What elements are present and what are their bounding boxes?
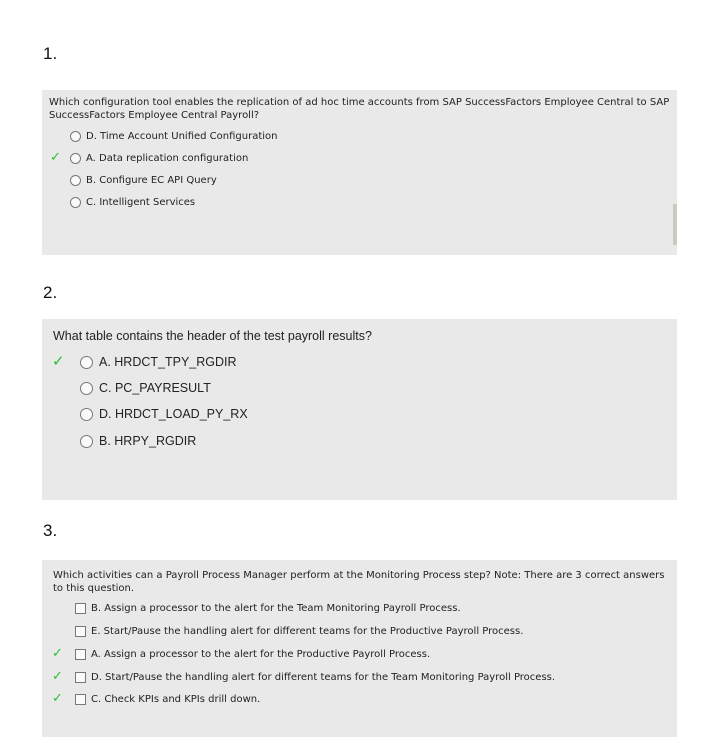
checkbox[interactable]: [75, 626, 86, 637]
checkbox[interactable]: [75, 649, 86, 660]
option-label: A. Data replication configuration: [86, 153, 249, 164]
checkbox[interactable]: [75, 603, 86, 614]
question-1-option-d[interactable]: [70, 131, 278, 142]
correct-check-icon: ✓: [50, 150, 61, 165]
question-3-option-e[interactable]: [75, 626, 523, 637]
option-label: C. Intelligent Services: [86, 197, 196, 208]
question-3-number: 3.: [43, 521, 58, 540]
option-label: E. Start/Pause the handling alert for different teams for the Productive Payroll Process.: [91, 626, 524, 637]
question-2-option-a[interactable]: [80, 355, 237, 369]
question-2-option-b[interactable]: [80, 434, 196, 448]
question-3-option-c[interactable]: [75, 694, 260, 705]
question-1-option-a[interactable]: [70, 153, 248, 164]
option-label: C. Check KPIs and KPIs drill down.: [91, 694, 261, 705]
option-label: D. HRDCT_LOAD_PY_RX: [99, 407, 248, 421]
question-2-panel: [42, 319, 677, 500]
question-2-text: What table contains the header of the test payroll results?: [53, 329, 372, 343]
question-1-option-b[interactable]: [70, 175, 217, 186]
radio-button[interactable]: [80, 408, 93, 421]
radio-button[interactable]: [80, 382, 93, 395]
question-3-option-b[interactable]: [75, 603, 461, 614]
question-3-text: Which activities can a Payroll Process Manager perform at the Monitoring Process step? Note: There are 3 correct answers to this question.: [53, 570, 665, 594]
correct-check-icon: ✓: [52, 691, 63, 706]
radio-button[interactable]: [80, 435, 93, 448]
option-label: D. Start/Pause the handling alert for different teams for the Team Monitoring Payroll Process.: [91, 672, 556, 683]
radio-button[interactable]: [70, 175, 81, 186]
option-label: B. HRPY_RGDIR: [99, 434, 197, 448]
correct-check-icon: ✓: [52, 352, 65, 370]
question-2-option-d[interactable]: [80, 407, 248, 421]
correct-check-icon: ✓: [52, 669, 63, 684]
question-3-option-d[interactable]: [75, 672, 555, 683]
question-1-panel: [42, 90, 677, 255]
radio-button[interactable]: [70, 197, 81, 208]
option-label: C. PC_PAYRESULT: [99, 381, 211, 395]
question-3-panel: [42, 560, 677, 737]
question-1-text: Which configuration tool enables the replication of ad hoc time accounts from SAP SuccessFactors Employee Central to SAP SuccessFactors Employee Central Payroll?: [49, 97, 670, 121]
option-label: D. Time Account Unified Configuration: [86, 131, 278, 142]
radio-button[interactable]: [80, 356, 93, 369]
radio-button[interactable]: [70, 131, 81, 142]
question-1-number: 1.: [43, 44, 58, 63]
question-3-option-a[interactable]: [75, 649, 430, 660]
correct-check-icon: ✓: [52, 646, 63, 661]
question-1-option-c[interactable]: [70, 197, 195, 208]
option-label: B. Assign a processor to the alert for the Team Monitoring Payroll Process.: [91, 603, 461, 614]
question-2-option-c[interactable]: [80, 381, 211, 395]
option-label: A. HRDCT_TPY_RGDIR: [99, 355, 237, 369]
radio-button[interactable]: [70, 153, 81, 164]
option-label: A. Assign a processor to the alert for the Productive Payroll Process.: [91, 649, 431, 660]
option-label: B. Configure EC API Query: [86, 175, 217, 186]
question-2-number: 2.: [43, 283, 58, 302]
checkbox[interactable]: [75, 694, 86, 705]
checkbox[interactable]: [75, 672, 86, 683]
scrollbar-thumb[interactable]: [673, 204, 677, 245]
